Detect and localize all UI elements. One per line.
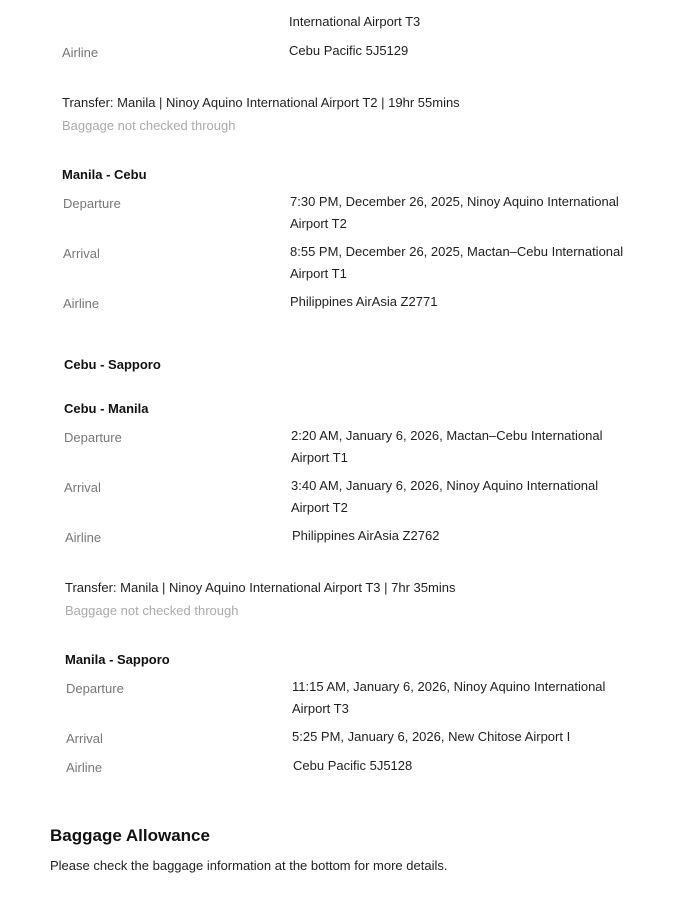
prev-airline-value: Cebu Pacific 5J5129 [289, 43, 409, 58]
departure-label: Departure [66, 681, 124, 696]
baggage-note: Baggage not checked through [65, 603, 239, 618]
arrival-value: 5:25 PM, January 6, 2026, New Chitose Airport I [292, 729, 571, 744]
airline-value: Philippines AirAsia Z2762 [292, 528, 440, 543]
transfer-info: Transfer: Manila | Ninoy Aquino International Airport T2 | 19hr 55mins [62, 95, 460, 110]
prev-airline-label: Airline [62, 45, 99, 60]
departure-label: Departure [63, 196, 121, 211]
airline-label: Airline [66, 760, 103, 775]
arrival-label: Arrival [63, 246, 100, 261]
departure-value: 2:20 AM, January 6, 2026, Mactan–Cebu International Airport T1 [291, 428, 603, 465]
arrival-label: Arrival [64, 480, 101, 495]
arrival-value: 8:55 PM, December 26, 2025, Mactan–Cebu International Airport T1 [290, 244, 624, 281]
arrival-value: 3:40 AM, January 6, 2026, Ninoy Aquino International Airport T2 [291, 478, 599, 515]
departure-value: 11:15 AM, January 6, 2026, Ninoy Aquino International Airport T3 [292, 679, 606, 716]
segment-title: Manila - Cebu [62, 167, 147, 182]
airline-label: Airline [63, 296, 100, 311]
baggage-note: Baggage not checked through [62, 118, 236, 133]
prev-arrival-continued: International Airport T3 [289, 14, 421, 29]
departure-value: 7:30 PM, December 26, 2025, Ninoy Aquino International Airport T2 [290, 194, 619, 231]
airline-label: Airline [65, 530, 102, 545]
segment-title: Manila - Sapporo [65, 652, 170, 667]
baggage-allowance-title: Baggage Allowance [50, 826, 210, 845]
arrival-label: Arrival [66, 731, 103, 746]
segment-title: Cebu - Manila [64, 401, 149, 416]
transfer-info: Transfer: Manila | Ninoy Aquino International Airport T3 | 7hr 35mins [65, 580, 456, 595]
departure-label: Departure [64, 430, 122, 445]
trip-title: Cebu - Sapporo [64, 357, 161, 372]
airline-value: Cebu Pacific 5J5128 [293, 758, 413, 773]
baggage-allowance-text: Please check the baggage information at the bottom for more details. [50, 858, 448, 873]
airline-value: Philippines AirAsia Z2771 [290, 294, 438, 309]
